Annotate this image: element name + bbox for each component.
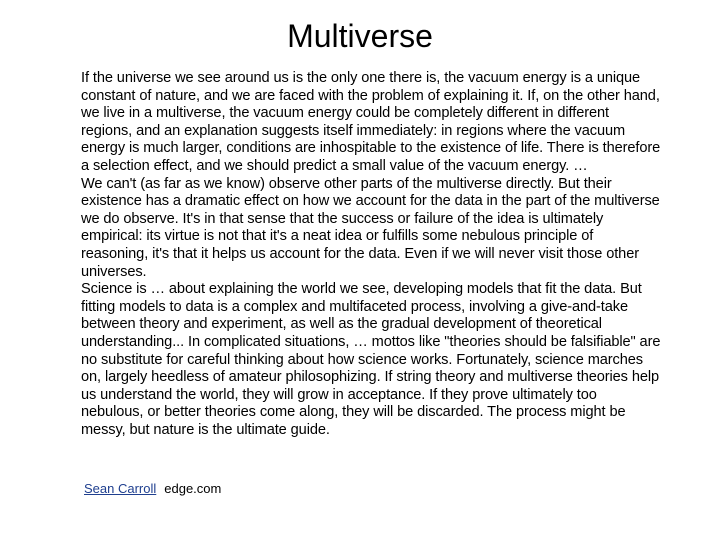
- slide-title: Multiverse: [287, 18, 433, 54]
- quote-body: [81, 70, 663, 439]
- source-text: edge.com: [164, 481, 222, 496]
- author-link[interactable]: Sean Carroll: [84, 481, 157, 496]
- paragraph-observation: We can't (as far as we know) observe other parts of the multiverse directly. But their existence has a dramatic effect on how we account for the data in the part of the multiverse we do observe. It's in that sense that the success or failure of the idea is ultimately empirical: its virtue is not that it's a neat idea or fulfills some nebulous principle of reasoning, it's that it helps us account for the data. Even if we will never visit those other universes.: [81, 175, 660, 280]
- attribution: [81, 480, 221, 498]
- paragraph-vacuum-energy: If the universe we see around us is the only one there is, the vacuum energy is a unique constant of nature, and we are faced with the problem of explaining it. If, on the other hand, we live in a multiverse, the vacuum energy could be completely different in different regions, and an explanation suggests itself immediately: in regions where the vacuum energy is much larger, conditions are inhospitable to the existence of life. There is therefore a selection effect, and we should predict a small value of the vacuum energy. …: [81, 70, 661, 174]
- paragraph-science: Science is … about explaining the world we see, developing models that fit the data. But fitting models to data is a complex and multifaceted process, involving a give-and-take between theory and experiment, as well as the gradual development of theoretical understanding... In complicated situations, … mottos like "theories should be falsifiable" are no substitute for careful thinking about how science works. Fortunately, science marches on, largely heedless of amateur philosophizing. If string theory and multiverse theories help us understand the world, they will grow in acceptance. If they prove ultimately too nebulous, or better theories come along, they will be discarded. The process might be messy, but nature is the ultimate guide.: [81, 281, 661, 438]
